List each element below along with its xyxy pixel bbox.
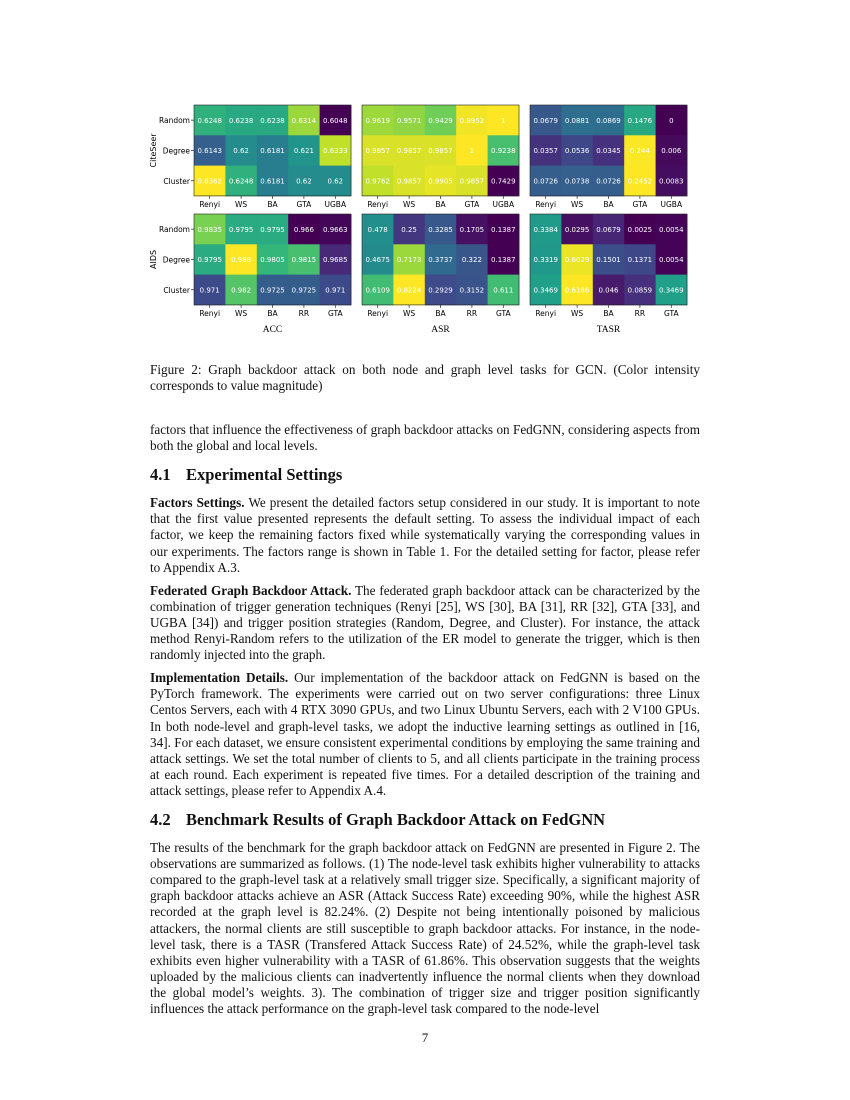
x-tick-label: Renyi [367, 308, 389, 318]
figure-caption: Figure 2: Graph backdoor attack on both node and graph level tasks for GCN. (Color intensity corresponds to value magnitude) [150, 362, 700, 393]
cell-value-label: 0.62 [296, 177, 312, 186]
category-label: Random [158, 225, 190, 235]
x-tick-label: Renyi [535, 199, 557, 209]
cell-value-label: 0.0054 [659, 225, 684, 234]
intro-paragraph: factors that influence the effectiveness of graph backdoor attacks on FedGNN, considering aspects from both the global and local levels. [150, 422, 700, 454]
category-label: Random [158, 116, 190, 126]
cell-value-label: 0.9905 [428, 177, 453, 186]
category-label: Degree [162, 255, 190, 265]
x-tick-label: BA [603, 199, 614, 209]
section-heading-4-2: 4.2 Benchmark Results of Graph Backdoor Attack on FedGNN [150, 809, 606, 829]
x-tick-label: GTA [663, 308, 679, 318]
cell-value-label: 0.9663 [323, 225, 348, 234]
cell-value-label: 0.3469 [533, 286, 558, 295]
cell-value-label: 0.0536 [564, 147, 590, 156]
category-label: Cluster [163, 176, 190, 186]
x-tick-label: WS [571, 199, 584, 209]
cell-value-label: 0.7173 [396, 256, 422, 265]
cell-value-label: 0.6314 [291, 116, 317, 125]
x-tick-label: GTA [327, 308, 343, 318]
factors-settings-paragraph: Factors Settings. We present the detailed factors setup considered in our study. It is important to note that the first value presented represents the default setting. To assess the individual impact of each factor, we keep the remaining factors fixed while systematically varying the corresponding values in our experiments. The factors range is shown in Table 1. For the detailed setting for factor, please refer to Appendix A.3. [150, 495, 700, 575]
cell-value-label: 0.9857 [459, 177, 485, 186]
x-tick-label: Renyi [535, 308, 557, 318]
cell-value-label: 0.6181 [260, 177, 285, 186]
x-tick-label: BA [435, 308, 446, 318]
cell-value-label: 0.9685 [323, 256, 348, 265]
cell-value-label: 0.0726 [533, 177, 558, 186]
cell-value-label: 0.0869 [596, 116, 621, 125]
cell-value-label: 0.006 [661, 147, 682, 156]
cell-value-label: 0.621 [293, 147, 314, 156]
x-tick-label: UGBA [492, 199, 515, 209]
x-tick-label: GTA [296, 199, 312, 209]
cell-value-label: 0.982 [231, 286, 252, 295]
x-tick-label: WS [403, 199, 416, 209]
column-caption: ASR [431, 325, 450, 335]
cell-value-label: 0.9857 [396, 177, 422, 186]
cell-value-label: 0.2452 [627, 177, 653, 186]
cell-value-label: 0.9571 [396, 116, 422, 125]
x-tick-label: Renyi [199, 308, 221, 318]
page-number: 7 [421, 1030, 429, 1045]
cell-value-label: 0.988 [231, 256, 252, 265]
dataset-label: CiteSeer [149, 133, 158, 168]
x-tick-label: UGBA [660, 199, 683, 209]
cell-value-label: 0.1705 [459, 225, 485, 234]
x-tick-label: RR [634, 308, 646, 318]
implementation-paragraph: Implementation Details. Our implementation of the backdoor attack on FedGNN is based on the PyTorch framework. The experiments were carried out on two server configurations: three Linux Centos Servers, each with 4 RTX 3090 GPUs, and two Linux Ubuntu Servers, each with 2 V100 GPUs. In both node-level and graph-level tasks, we adopt the inductive learning settings as outlined in [16, 34]. For each dataset, we ensure consistent experimental conditions by employing the same training and attack settings. We set the total number of clients to 5, and all clients participate in the training process at each round. Each experiment is repeated five times. For a detailed description of the training and attack settings, please refer to Appendix A.4. [150, 670, 700, 798]
cell-value-label: 0.966 [293, 225, 314, 234]
cell-value-label: 0.244 [629, 147, 650, 156]
cell-value-label: 0.0054 [659, 256, 684, 265]
category-label: Degree [162, 146, 190, 156]
cell-value-label: 1 [469, 147, 475, 156]
cell-value-label: 0.25 [401, 225, 417, 234]
cell-value-label: 0.6109 [365, 286, 390, 295]
cell-value-label: 0.9619 [365, 116, 390, 125]
cell-value-label: 0.0726 [596, 177, 621, 186]
cell-value-label: 0.0679 [533, 116, 558, 125]
cell-value-label: 1 [501, 116, 506, 125]
x-tick-label: WS [571, 308, 584, 318]
cell-value-label: 0.6248 [197, 116, 222, 125]
cell-value-label: 0.9835 [197, 225, 222, 234]
cell-value-label: 0.322 [461, 256, 482, 265]
cell-value-label: 0.9725 [291, 286, 317, 295]
x-tick-label: RR [466, 308, 478, 318]
cell-value-label: 0.6238 [260, 116, 285, 125]
cell-value-label: 0.9857 [396, 147, 422, 156]
x-tick-label: WS [235, 308, 248, 318]
cell-value-label: 0.2929 [428, 286, 453, 295]
cell-value-label: 0.1387 [491, 256, 516, 265]
dataset-label: AIDS [149, 249, 158, 269]
x-tick-label: WS [403, 308, 416, 318]
x-tick-label: GTA [464, 199, 480, 209]
cell-value-label: 0.62 [327, 177, 344, 186]
cell-value-label: 0.6143 [197, 147, 222, 156]
cell-value-label: 0.0357 [533, 147, 558, 156]
cell-value-label: 0.611 [493, 286, 514, 295]
x-tick-label: WS [235, 199, 248, 209]
cell-value-label: 0.1501 [596, 256, 621, 265]
x-tick-label: RR [298, 308, 310, 318]
cell-value-label: 0.6238 [228, 116, 254, 125]
cell-value-label: 0.0345 [596, 147, 621, 156]
x-tick-label: BA [267, 199, 278, 209]
cell-value-label: 0.3737 [428, 256, 453, 265]
cell-value-label: 0.6029 [564, 256, 590, 265]
cell-value-label: 0.478 [367, 225, 388, 234]
cell-value-label: 0.0025 [627, 225, 653, 234]
x-tick-label: BA [267, 308, 278, 318]
cell-value-label: 0.0859 [627, 286, 653, 295]
cell-value-label: 0.0295 [564, 225, 590, 234]
cell-value-label: 0.7429 [491, 177, 516, 186]
column-caption: ACC [262, 325, 283, 335]
cell-value-label: 0.1476 [627, 116, 653, 125]
cell-value-label: 0.6181 [260, 147, 285, 156]
heatmap-figure [140, 95, 720, 350]
x-tick-label: Renyi [199, 199, 221, 209]
category-label: Cluster [163, 285, 190, 295]
cell-value-label: 0.3384 [533, 225, 558, 234]
cell-value-label: 0.3285 [428, 225, 453, 234]
cell-value-label: 0.9795 [260, 225, 285, 234]
x-tick-label: GTA [495, 308, 511, 318]
cell-value-label: 0 [669, 116, 674, 125]
cell-value-label: 0.9815 [291, 256, 317, 265]
x-tick-label: Renyi [367, 199, 389, 209]
x-tick-label: GTA [632, 199, 648, 209]
cell-value-label: 0.6048 [323, 116, 348, 125]
x-tick-label: BA [435, 199, 446, 209]
cell-value-label: 0.6186 [564, 286, 590, 295]
cell-value-label: 0.3469 [659, 286, 684, 295]
cell-value-label: 0.0738 [564, 177, 590, 186]
x-tick-label: UGBA [324, 199, 347, 209]
cell-value-label: 0.62 [233, 147, 249, 156]
cell-value-label: 0.9857 [365, 147, 390, 156]
cell-value-label: 0.8224 [396, 286, 422, 295]
federated-attack-paragraph: Federated Graph Backdoor Attack. The federated graph backdoor attack can be characterized by the combination of trigger generation techniques (Renyi [25], WS [30], BA [31], RR [32], GTA [33], and UGBA [34]) and trigger position strategies (Random, Degree, and Cluster). For instance, the attack method Renyi-Random refers to the utilization of the ER model to generate the trigger, which is then randomly injected into the graph. [150, 582, 700, 663]
cell-value-label: 0.046 [598, 286, 619, 295]
cell-value-label: 0.1371 [627, 256, 653, 265]
cell-value-label: 0.9725 [260, 286, 285, 295]
cell-value-label: 0.3152 [459, 286, 485, 295]
cell-value-label: 0.9238 [491, 147, 516, 156]
cell-value-label: 0.0881 [564, 116, 590, 125]
cell-value-label: 0.9795 [197, 256, 222, 265]
column-caption: TASR [596, 325, 621, 335]
benchmark-results-paragraph: The results of the benchmark for the graph backdoor attack on FedGNN are presented in Figure 2. The observations are summarized as follows. (1) The node-level task exhibits higher vulnerability to attacks compared to the graph-level task at a relatively small trigger size. Specifically, a significant majority of graph backdoor attacks achieve an ASR (Attack Success Rate) exceeding 90%, while the highest ASR recorded at the graph level is 82.24%. (2) Despite not being intentionally poisoned by malicious attackers, the normal clients are still susceptible to graph backdoor attacks. For instance, in the node-level task, there is a TASR (Transfered Attack Success Rate) of 24.52%, while the graph-level task exhibits even higher vulnerability with a TASR of 61.86%. This observation suggests that the weights uploaded by the malicious clients can inadvertently influence the normal clients when they download the global model’s weights. 3). The combination of trigger size and trigger position significantly influences the attack performance on the graph-level task compared to the node-level [150, 840, 700, 1016]
cell-value-label: 0.9805 [260, 256, 285, 265]
cell-value-label: 0.971 [199, 286, 220, 295]
paper-body [150, 422, 700, 1024]
cell-value-label: 0.9795 [228, 225, 254, 234]
cell-value-label: 0.971 [325, 286, 346, 295]
cell-value-label: 0.9762 [365, 177, 390, 186]
cell-value-label: 0.1387 [491, 225, 516, 234]
cell-value-label: 0.6362 [197, 177, 222, 186]
cell-value-label: 0.9952 [459, 116, 485, 125]
x-tick-label: BA [603, 308, 614, 318]
cell-value-label: 0.0083 [659, 177, 684, 186]
section-heading-4-1: 4.1 Experimental Settings [150, 465, 343, 485]
cell-value-label: 0.3319 [533, 256, 558, 265]
cell-value-label: 0.6333 [323, 147, 348, 156]
cell-value-label: 0.9429 [428, 116, 453, 125]
cell-value-label: 0.4675 [365, 256, 390, 265]
cell-value-label: 0.0679 [596, 225, 621, 234]
cell-value-label: 0.6248 [228, 177, 254, 186]
cell-value-label: 0.9857 [428, 147, 453, 156]
